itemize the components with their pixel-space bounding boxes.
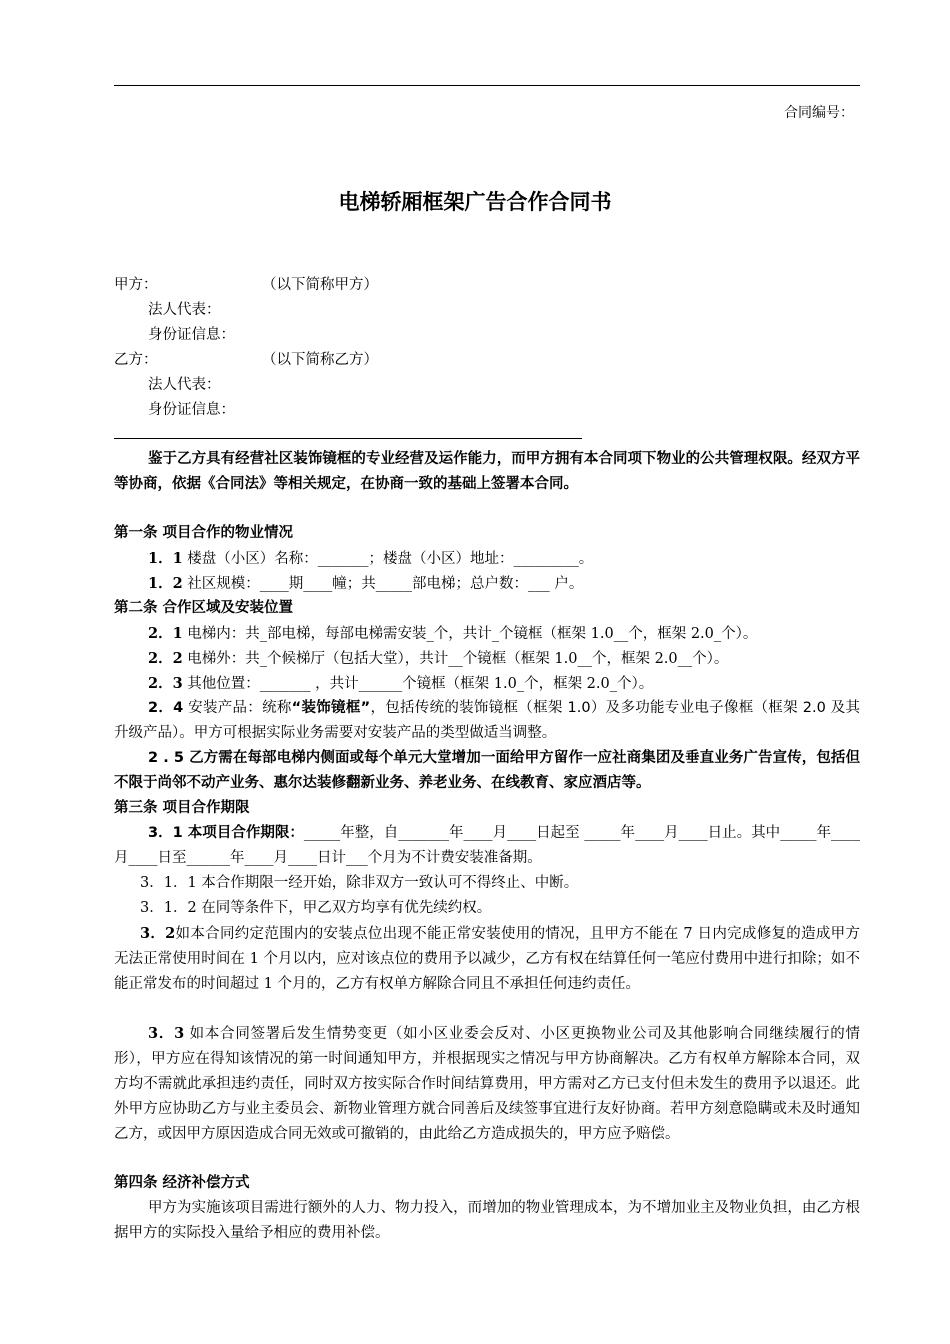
article-4-paragraph: 甲方为实施该项目需进行额外的人力、物力投入，而增加的物业管理成本，为不增加业主及物业负担，由乙方根据甲方的实际投入量给予相应的费用补偿。 [114,1200,860,1241]
party-b-representative: 法人代表： [148,377,221,393]
clause-3-1 [114,821,860,871]
clause-3-3-text: 如本合同签署后发生情势变更（如小区业委会反对、小区更换物业公司及其他影响合同继续履行的情形），甲方应在得知该情况的第一时间通知甲方，并根据现实之情况与甲方协商解决。乙方有权单方解除本合同，双方均不需就此承担违约责任，同时双方按实际合作时间结算费用，甲方需对乙方已支付但未发生的费用予以退还。此外甲方应协助乙方与业主委员会、新物业管理方就合同善后及续签事宜进行友好协商。若甲方刻意隐瞒或未及时通知乙方，或因甲方原因造成合同无效或可撤销的，由此给乙方造成损失的，甲方应予赔偿。 [114,1026,860,1142]
party-a-representative: 法人代表： [148,302,221,318]
article-1-heading: 第一条 项目合作的物业情况 [114,525,294,541]
clause-2-5: 2 . 5 乙方需在每部电梯内侧面或每个单元大堂增加一面给甲方留作一应社商集团及垂直业务广告宣传，包括但不限于尚邻不动产业务、惠尔达装修翻新业务、养老业务、在线教育、家应酒店等。 [114,750,860,791]
clause-3-1-text: _____年整，自_______年____月____日起至 _____年____月____日止。其中_____年____月____日至______年____月____日计___个月为不计费安装准备期。 [114,825,860,866]
clause-3-3 [114,1021,860,1147]
clause-1-2-text: 社区规模：____期____幢；共_____部电梯；总户数：___ 户。 [187,576,584,592]
clause-3-1-2: 3．1．2 在同等条件下，甲乙双方均享有优先续约权。 [140,900,492,916]
clause-2-1 [114,621,860,647]
article-4-heading: 第四条 经济补偿方式 [114,1175,250,1191]
article-3-heading: 第三条 项目合作期限 [114,800,250,816]
party-b-note: （以下简称乙方） [262,352,378,368]
party-b-id: 身份证信息： [148,402,235,418]
clause-2-1-text: 电梯内：共_部电梯，每部电梯需安装_个，共计_个镜框（框架 1.0__个，框架 2.0_个）。 [187,626,758,642]
party-a-line [114,273,378,297]
clause-1-2 [114,571,860,597]
party-b-label: 乙方： [114,352,158,368]
clause-3-1-lead: 3．1 本项目合作期限： [148,825,304,841]
clause-3-2-text: 如本合同约定范围内的安装点位出现不能正常安装使用的情况，且甲方不能在 7 日内完成修复的造成甲方无法正常使用时间在 1 个月以内，应对该点位的费用予以减少，乙方有权在结算任何一笔应付费用中进行扣除；如不能正常发布的时间超过 1 个月的，乙方有权单方解除合同且不承担任何违约责任。 [114,926,860,992]
section-divider [114,438,582,439]
clause-2-4 [114,696,860,746]
clause-2-4-text-b: ，包括传统的装饰镜框（框架 1.0）及多功能专业电子像框（框架 2.0 及其升级产品）。甲方可根据实际业务需要对安装产品的类型做适当调整。 [114,700,861,741]
clause-1-1-text: 楼盘（小区）名称：_______；楼盘（小区）地址：_________。 [187,551,594,567]
clause-2-1-number: 2．1 [148,625,183,642]
party-a-note: （以下简称甲方） [262,277,378,293]
clause-3-3-number: 3．3 [148,1025,185,1042]
article-2-heading: 第二条 合作区域及安装位置 [114,600,294,616]
preamble: 鉴于乙方具有经营社区装饰镜框的专业经营及运作能力，而甲方拥有本合同项下物业的公共管理权限。经双方平等协商，依据《合同法》等相关规定，在协商一致的基础上签署本合同。 [114,451,860,492]
clause-1-1-number: 1．1 [148,550,183,567]
contract-number-label: 合同编号： [784,105,854,121]
clause-2-3-number: 2．3 [148,675,183,692]
clause-3-2 [114,921,860,997]
clause-2-3 [114,671,860,697]
clause-2-2-text: 电梯外：共_个候梯厅（包括大堂），共计__个镜框（框架 1.0__个，框架 2.0__个）。 [187,651,729,667]
clause-3-1-1: 3．1．1 本合作期限一经开始，除非双方一致认可不得终止、中断。 [140,875,579,891]
clause-1-1 [114,546,860,572]
party-b-line [114,348,378,372]
document-title: 电梯轿厢框架广告合作合同书 [338,190,612,214]
clause-2-4-term: “装饰镜框” [291,700,371,716]
clause-2-3-text: 其他位置：_______ ，共计______个镜框（框架 1.0_个，框架 2.0_个）。 [187,676,654,692]
clause-2-4-number: 2．4 [148,700,184,716]
clause-2-2 [114,646,860,672]
clause-2-2-number: 2．2 [148,650,183,667]
header-rule [114,85,860,86]
party-a-id: 身份证信息： [148,327,235,343]
party-a-label: 甲方： [114,277,158,293]
clause-2-4-text-a: 安装产品：统称 [188,700,292,716]
clause-1-2-number: 1．2 [148,575,183,592]
clause-3-2-number: 3．2 [140,925,176,942]
